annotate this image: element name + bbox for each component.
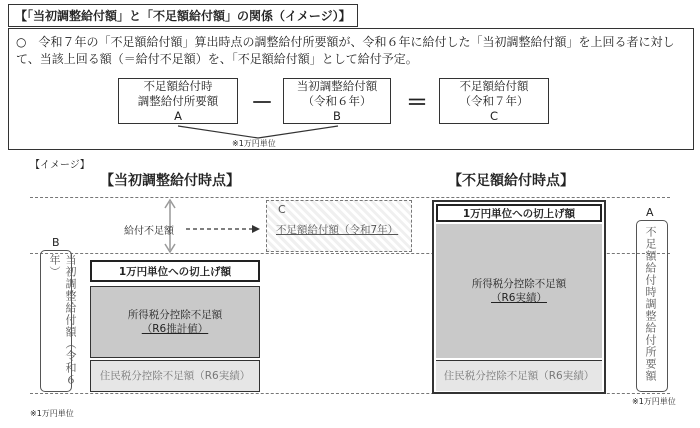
- left-vertical-label: 当初調整給付額（令和６年）: [48, 254, 77, 386]
- left-letter-b: B: [52, 236, 60, 249]
- right-heading: 【不足額給付時点】: [448, 173, 574, 189]
- unit-note-right: ※1万円単位: [632, 397, 676, 406]
- top-guide-line: [30, 197, 670, 198]
- c-text: 不足額給付額（令和7年）: [276, 224, 399, 236]
- formula-a-line1: 不足額給付時: [143, 78, 213, 93]
- right-income-tax-line1: 所得税分控除不足額: [471, 278, 567, 290]
- shortfall-label: 給付不足額: [124, 226, 174, 237]
- image-label: 【イメージ】: [30, 160, 90, 171]
- left-income-tax-line1: 所得税分控除不足額: [127, 309, 223, 321]
- right-round-up-label: 1万円単位への切上げ額: [436, 204, 602, 222]
- formula-b-line2: （令和６年）: [302, 93, 372, 108]
- right-letter-a: A: [646, 206, 654, 219]
- right-income-tax-block: [436, 224, 602, 358]
- explanation-text: ○ 令和７年の「不足額給付額」算出時点の調整給付所要額が、令和６年に給付した「当初調整給付額」を上回る者に対して、当該上回る額（＝給付不足額）を、「不足額給付額」として給付予定。: [16, 35, 675, 66]
- right-vertical-label: 不足額給付時調整給付所要額: [644, 226, 657, 382]
- formula-c-line2: （令和７年）: [459, 93, 529, 108]
- formula-a-line2: 調整給付所要額: [137, 93, 219, 108]
- right-resident-tax-block: 住民税分控除不足額（R6実績）: [436, 360, 602, 391]
- shortfall-dashed-arrow: [184, 223, 264, 235]
- c-letter: C: [278, 203, 286, 216]
- unit-note-left: ※1万円単位: [30, 409, 74, 418]
- formula-unit-note: ※1万円単位: [232, 139, 276, 148]
- formula-c-letter: C: [489, 108, 499, 123]
- formula-box-b: [283, 78, 391, 124]
- page-title: 【「当初調整給付額」と「不足額給付額」の関係（イメージ）】: [8, 4, 358, 27]
- formula-box-a: [118, 78, 238, 124]
- left-round-up-label: 1万円単位への切上げ額: [90, 260, 260, 282]
- formula-a-letter: A: [174, 108, 182, 123]
- formula-b-line1: 当初調整給付額: [296, 78, 378, 93]
- formula-b-letter: B: [333, 108, 341, 123]
- equals-sign: ＝: [406, 91, 429, 116]
- left-resident-tax-block: 住民税分控除不足額（R6実績）: [90, 360, 260, 392]
- minus-sign: －: [251, 91, 274, 116]
- left-income-tax-block: [90, 286, 260, 358]
- formula-box-c: [439, 78, 549, 124]
- left-income-tax-line2: （R6推計値）: [141, 323, 209, 335]
- left-heading: 【当初調整給付時点】: [100, 173, 240, 189]
- formula-c-line1: 不足額給付額: [459, 78, 529, 93]
- right-income-tax-line2: （R6実績）: [491, 292, 547, 304]
